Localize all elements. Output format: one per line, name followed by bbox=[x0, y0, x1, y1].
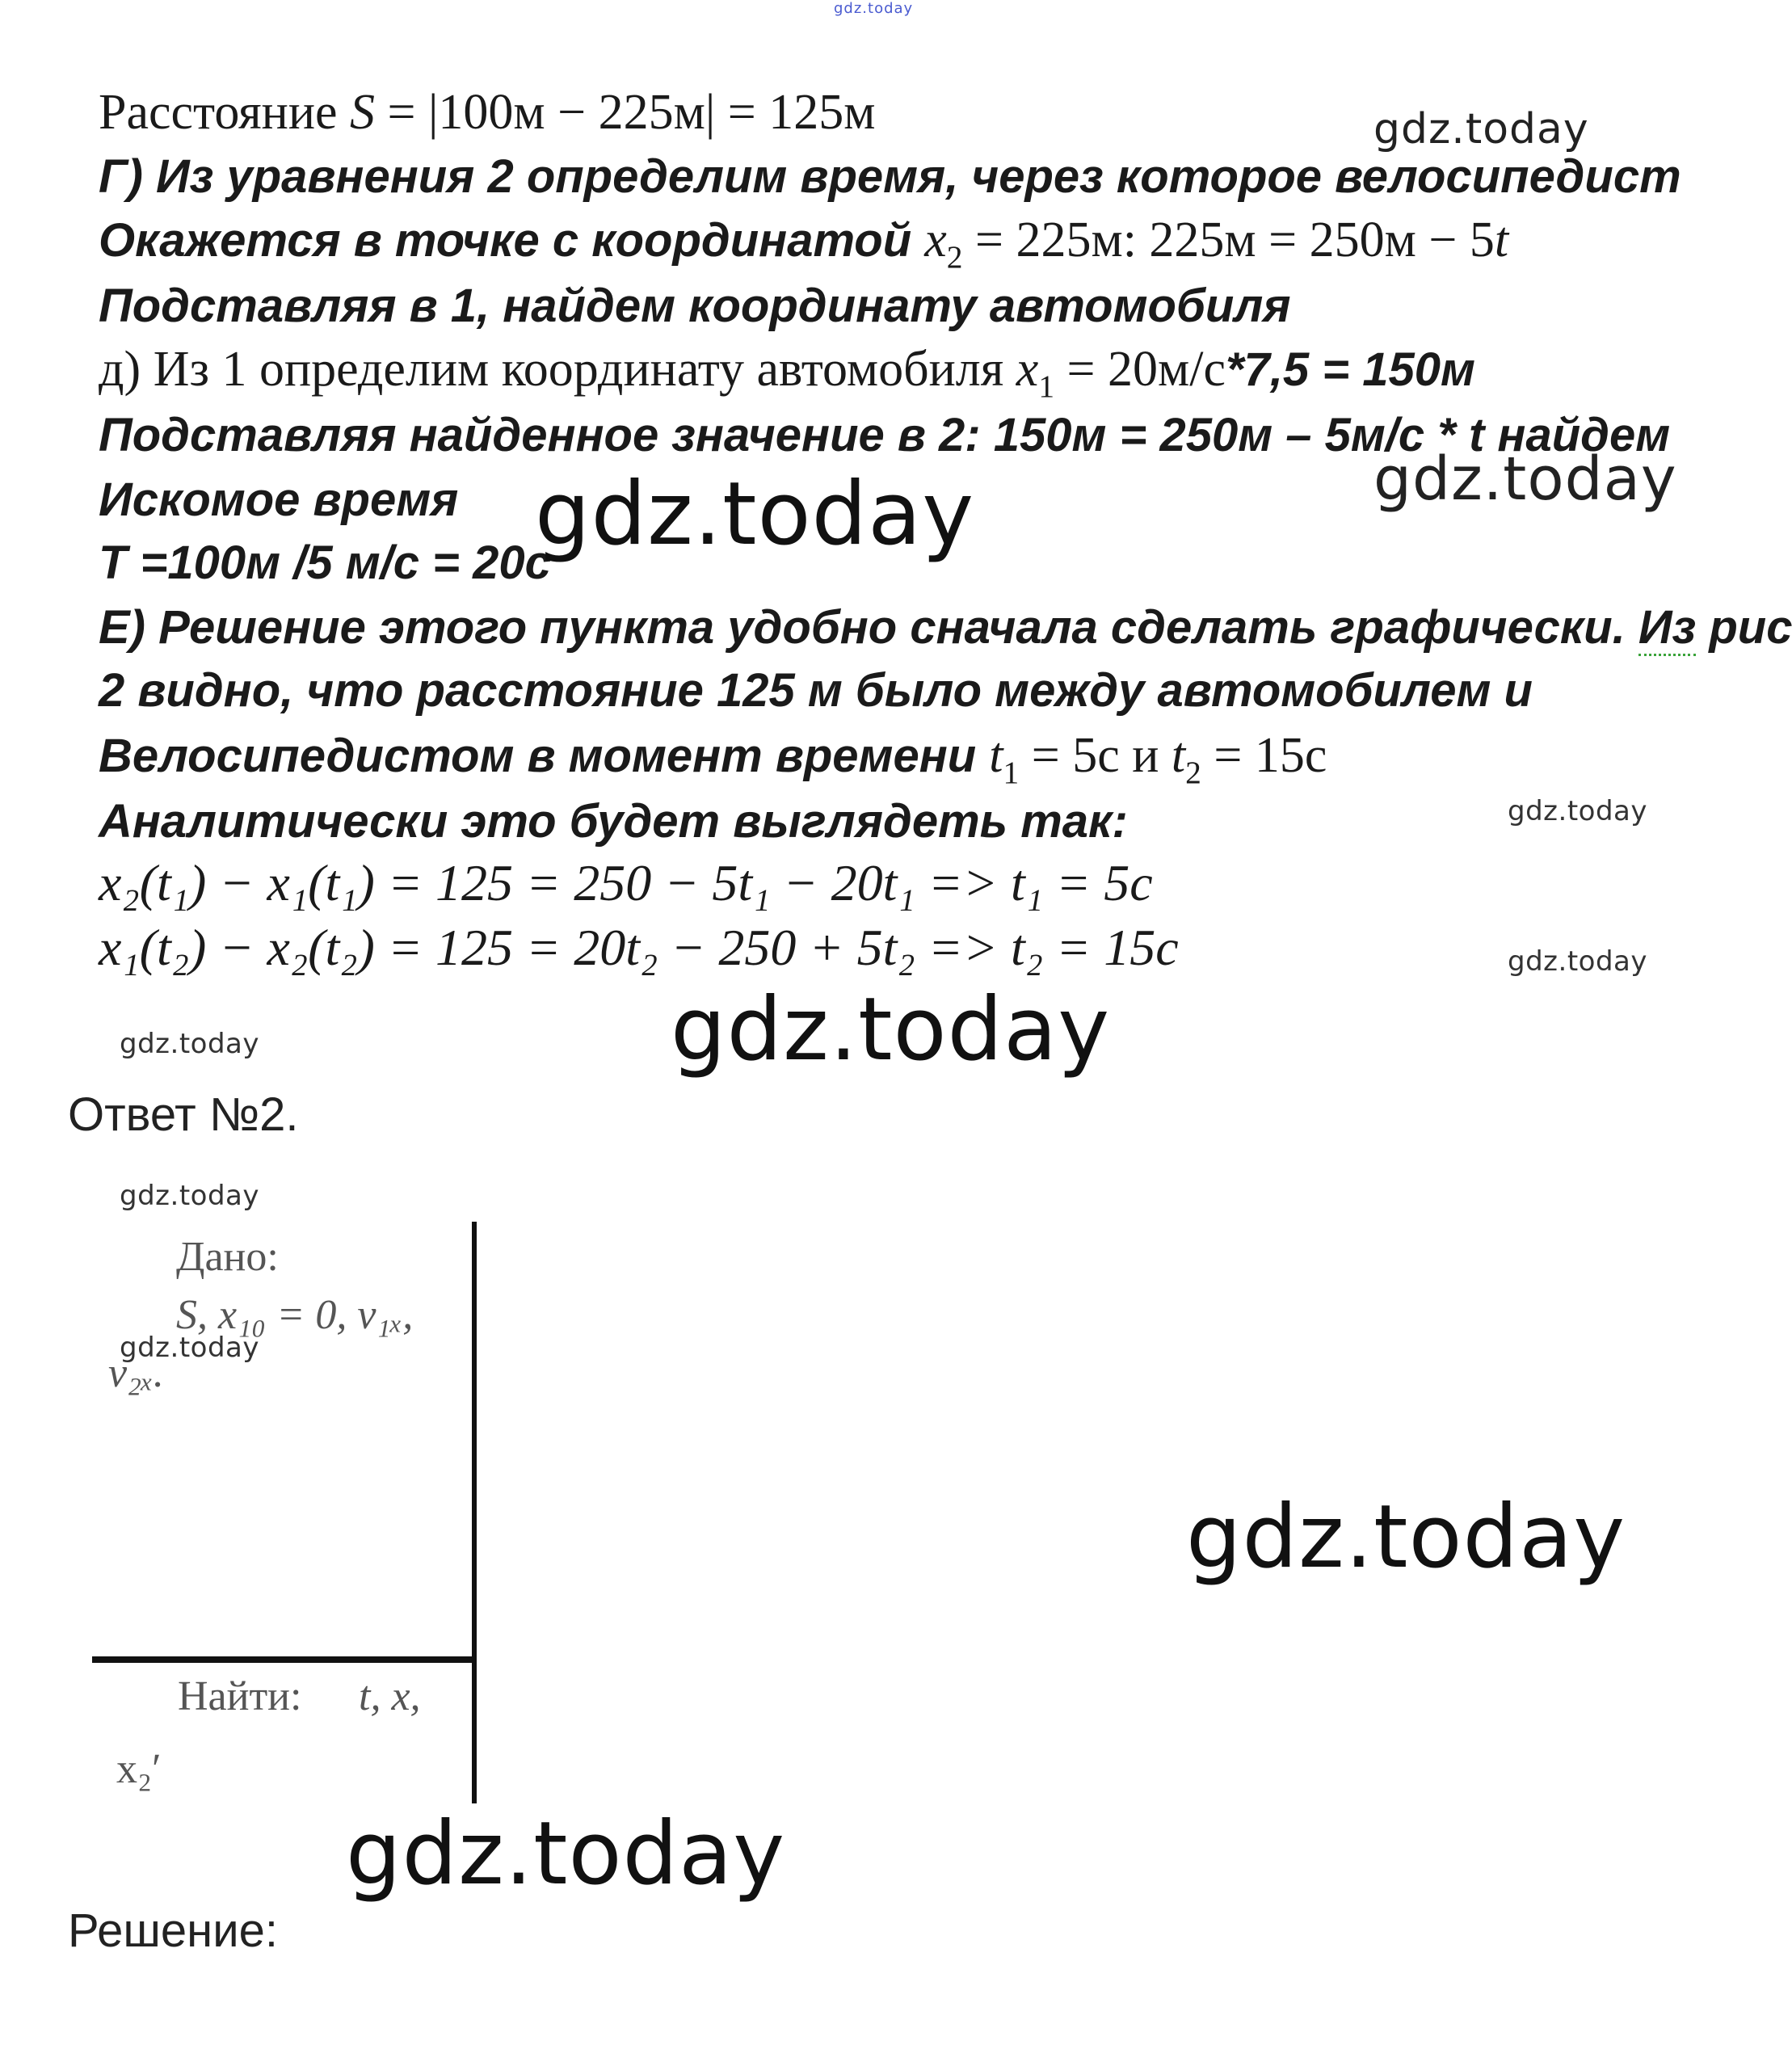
math-expr: = 20м/с bbox=[1054, 342, 1226, 397]
spellcheck-word: Из bbox=[1638, 601, 1696, 656]
math-expr: = |100м − 225м| = 125м bbox=[375, 85, 876, 140]
solution-line-7: Искомое время bbox=[99, 473, 459, 526]
line-text: Окажется в точке с координатой bbox=[99, 214, 925, 267]
math-expr: = 15с bbox=[1201, 728, 1327, 783]
line-tail: *7,5 = 150м bbox=[1225, 343, 1475, 396]
math-var: x bbox=[924, 213, 947, 267]
line-text: Е) Решение этого пункта удобно сначала сделать графически. bbox=[99, 601, 1638, 654]
watermark: gdz.today bbox=[1186, 1487, 1626, 1588]
line-text: Велосипедистом в момент времени bbox=[99, 730, 990, 782]
solution-heading: Решение: bbox=[68, 1904, 278, 1957]
math-expr: = 5с и bbox=[1019, 728, 1172, 783]
find-values-cont: x₂′ bbox=[116, 1746, 162, 1792]
watermark: gdz.today bbox=[671, 979, 1111, 1080]
solution-line-12: Аналитически это будет выглядеть так: bbox=[99, 795, 1128, 848]
watermark: gdz.today bbox=[120, 1332, 259, 1364]
find-values: t, x, bbox=[359, 1673, 421, 1719]
answer-heading: Ответ №2. bbox=[68, 1088, 299, 1141]
given-values-cont: v₂ₓ. bbox=[108, 1350, 164, 1396]
solution-line-11 bbox=[99, 728, 1327, 790]
watermark: gdz.today bbox=[346, 1803, 786, 1904]
solution-line-3 bbox=[99, 213, 1509, 275]
solution-line-10: 2 видно, что расстояние 125 м было между автомобилем и bbox=[99, 664, 1533, 717]
watermark: gdz.today bbox=[1373, 444, 1677, 514]
watermark: gdz.today bbox=[1373, 105, 1589, 154]
solution-line-8: T =100м /5 м/с = 20с bbox=[99, 537, 551, 589]
given-label: Дано: bbox=[176, 1234, 279, 1280]
solution-line-2: Г) Из уравнения 2 определим время, через которое велосипедист bbox=[99, 150, 1681, 203]
watermark: gdz.today bbox=[1508, 795, 1647, 827]
math-sub: 2 bbox=[946, 238, 963, 275]
line-text: Расстояние bbox=[99, 85, 351, 140]
math-sub: 2 bbox=[1185, 754, 1201, 790]
solution-line-9 bbox=[99, 601, 1792, 654]
watermark: gdz.today bbox=[1508, 945, 1647, 978]
watermark-top: gdz.today bbox=[834, 0, 914, 17]
equation-2: x₁(t₂) − x₂(t₂) = 125 = 20t₂ − 250 + 5t₂ => t₂ = 15c bbox=[99, 919, 1179, 976]
watermark: gdz.today bbox=[120, 1180, 259, 1212]
given-values: S, x₁₀ = 0, v₁ₓ, bbox=[176, 1292, 414, 1338]
line-tail: рис bbox=[1696, 601, 1792, 654]
math-var: x bbox=[1016, 342, 1039, 397]
math-var: t bbox=[989, 728, 1003, 783]
given-horizontal-divider bbox=[92, 1656, 477, 1663]
math-var: t bbox=[1171, 728, 1186, 783]
math-var: t bbox=[1494, 213, 1509, 267]
solution-line-5 bbox=[99, 342, 1475, 404]
given-vertical-divider bbox=[472, 1222, 477, 1803]
solution-line-6: Подставляя найденное значение в 2: 150м = 250м – 5м/с * t найдем bbox=[99, 409, 1671, 461]
line-text: д) Из 1 определим координату автомобиля bbox=[99, 342, 1016, 397]
solution-line-4: Подставляя в 1, найдем координату автомобиля bbox=[99, 280, 1291, 332]
watermark: gdz.today bbox=[535, 464, 975, 565]
math-expr: = 225м: 225м = 250м − 5 bbox=[962, 213, 1495, 267]
math-var: S bbox=[350, 85, 376, 140]
watermark: gdz.today bbox=[120, 1028, 259, 1060]
solution-line-1 bbox=[99, 86, 875, 139]
equation-1: x₂(t₁) − x₁(t₁) = 125 = 250 − 5t₁ − 20t₁ => t₁ = 5c bbox=[99, 854, 1153, 911]
math-sub: 1 bbox=[1003, 754, 1020, 790]
math-sub: 1 bbox=[1038, 368, 1055, 404]
find-label: Найти: bbox=[178, 1673, 302, 1719]
